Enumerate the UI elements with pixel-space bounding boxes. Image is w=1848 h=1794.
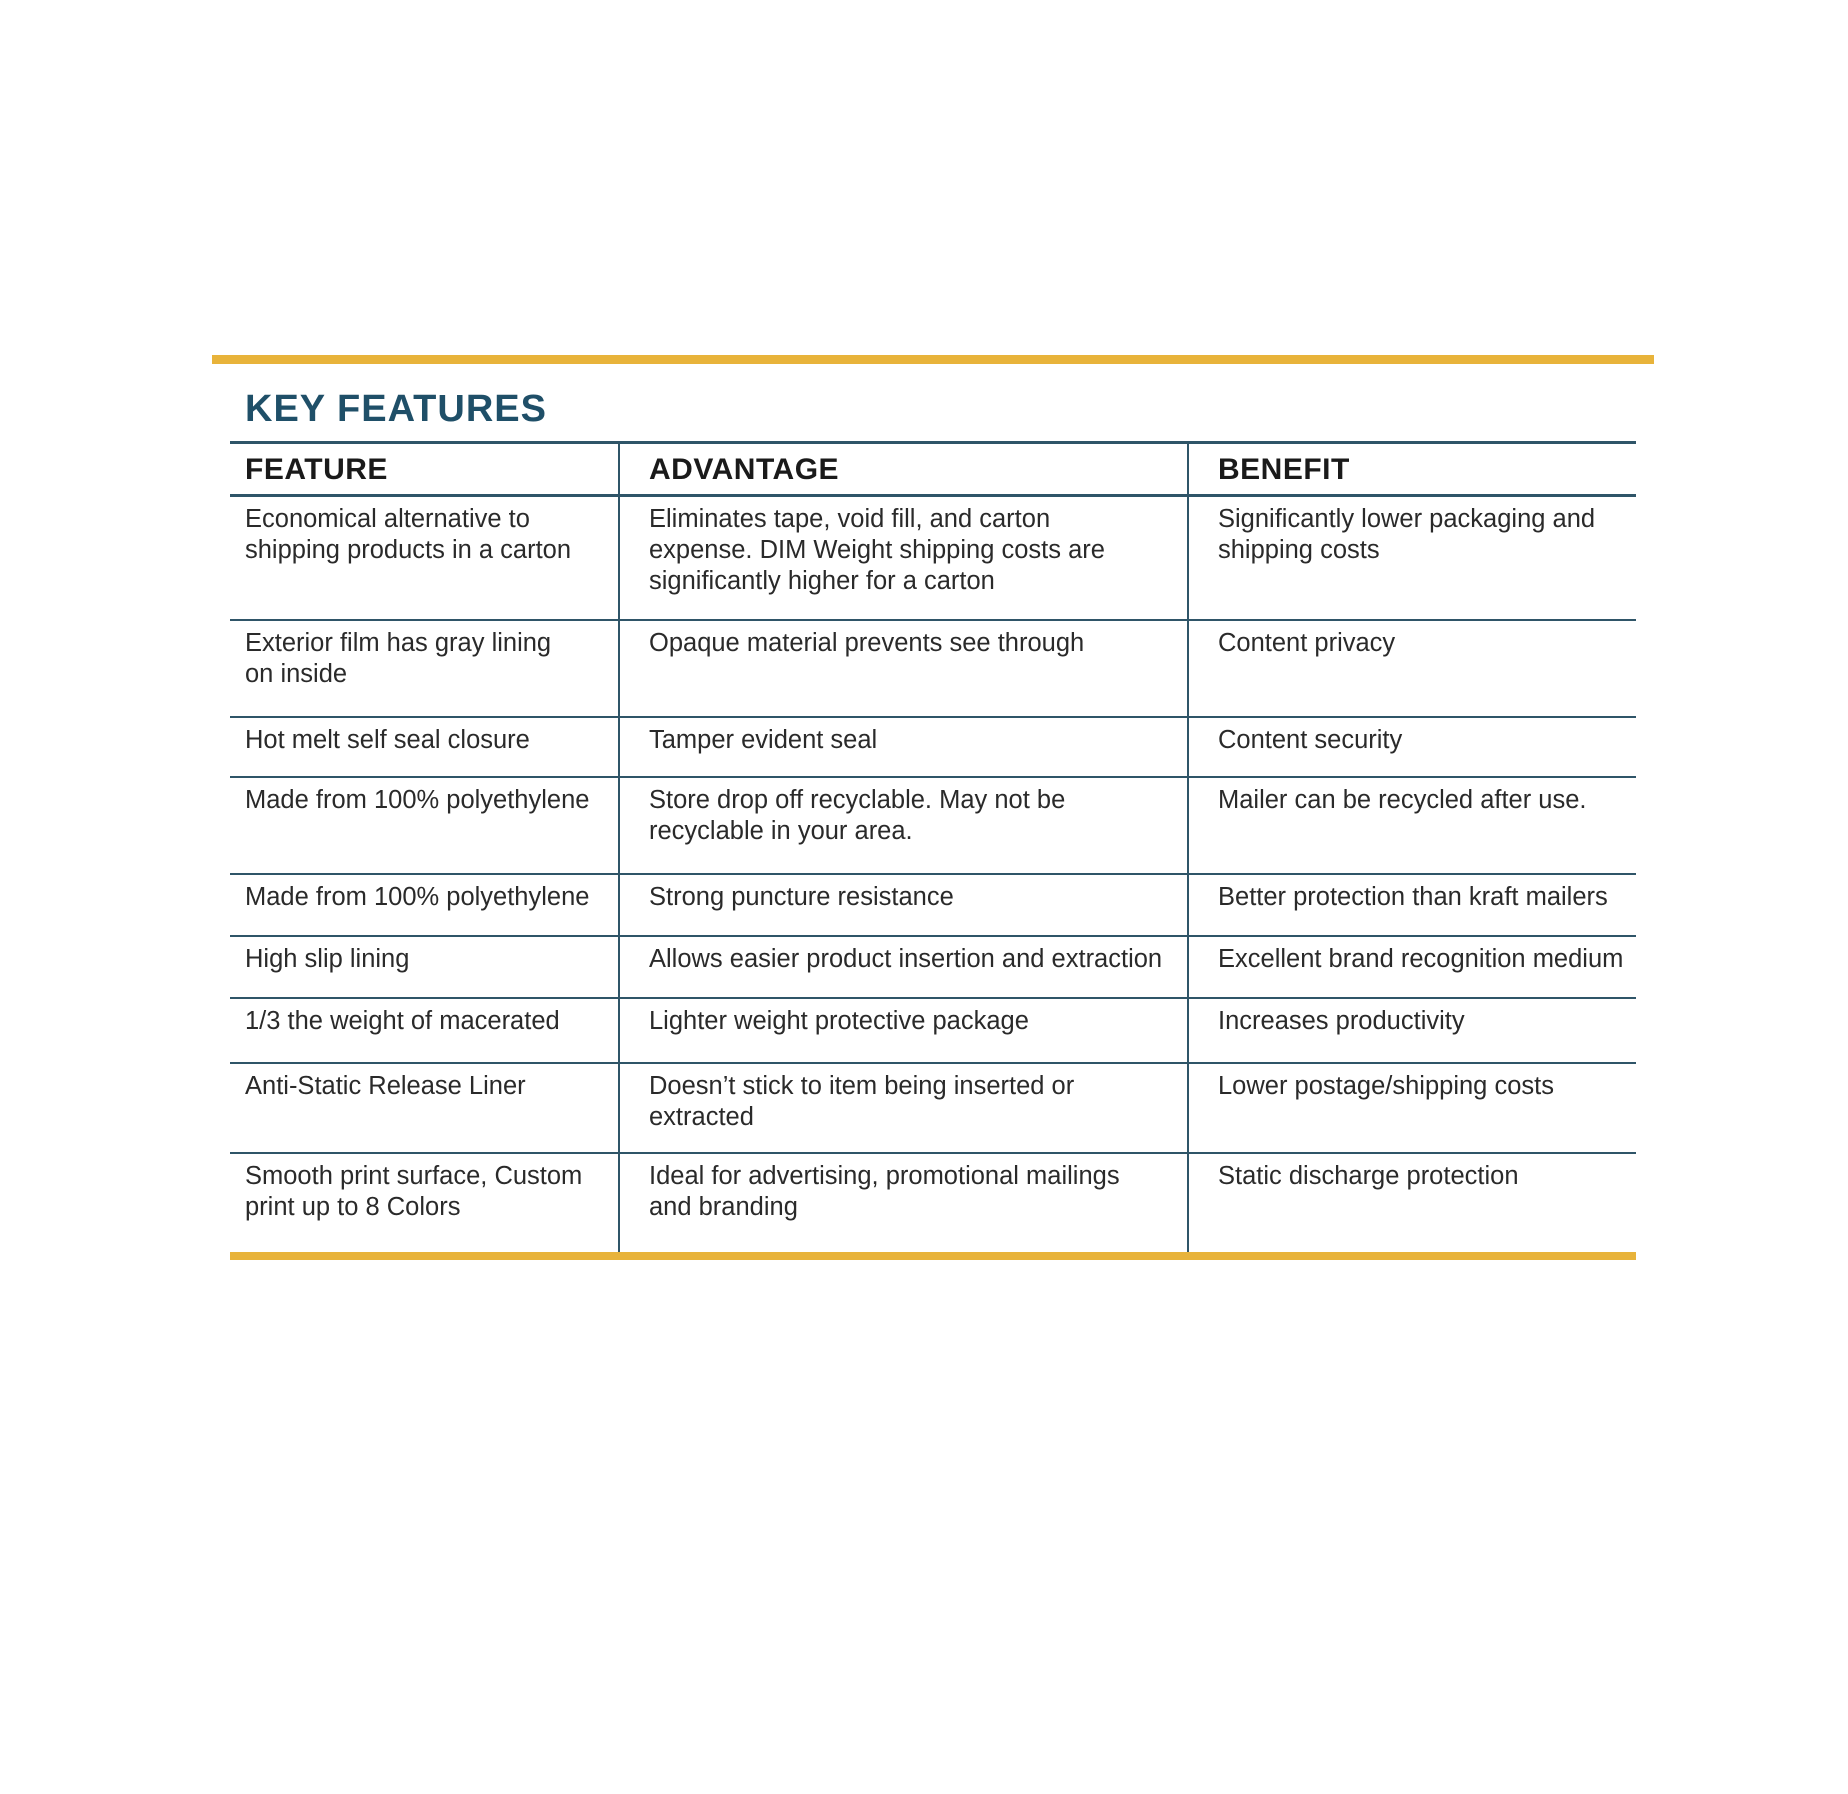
advantage-cell: Allows easier product insertion and extraction [619, 936, 1188, 998]
advantage-cell: Ideal for advertising, promotional mailings and branding [619, 1153, 1188, 1253]
advantage-cell: Lighter weight protective package [619, 998, 1188, 1063]
feature-cell: Hot melt self seal closure [245, 725, 530, 754]
feature-cell: Economical alternative to shipping products in a carton [245, 505, 572, 564]
feature-cell: Made from 100% polyethylene [245, 785, 590, 814]
advantage-cell: Tamper evident seal [619, 717, 1188, 777]
feature-cell: High slip lining [245, 944, 410, 973]
advantage-cell: Doesn’t stick to item being inserted or extracted [619, 1063, 1188, 1153]
advantage-cell: Opaque material prevents see through [619, 620, 1188, 717]
advantage-cell: Store drop off recyclable. May not be recyclable in your area. [619, 777, 1188, 874]
benefit-cell: Lower postage/shipping costs [1188, 1063, 1636, 1153]
table-row [230, 496, 1636, 620]
top-accent-rule [212, 355, 1654, 364]
feature-cell: Smooth print surface, Custom print up to 8 Colors [245, 1161, 583, 1221]
table-header-row [230, 443, 1636, 496]
header-benefit: BENEFIT [1188, 443, 1636, 496]
header-advantage: ADVANTAGE [619, 443, 1188, 496]
benefit-cell: Content privacy [1188, 620, 1636, 717]
feature-cell: Exterior film has gray lining on inside [245, 628, 552, 688]
table-row [230, 998, 1636, 1063]
benefit-cell: Significantly lower packaging and shipping costs [1188, 496, 1636, 620]
table-row [230, 717, 1636, 777]
benefit-cell: Increases productivity [1188, 998, 1636, 1063]
benefit-cell: Static discharge protection [1188, 1153, 1636, 1253]
table-row [230, 1063, 1636, 1153]
table-row [230, 620, 1636, 717]
advantage-cell: Strong puncture resistance [619, 874, 1188, 936]
table-row [230, 874, 1636, 936]
benefit-cell: Better protection than kraft mailers [1188, 874, 1636, 936]
feature-cell: Made from 100% polyethylene [245, 882, 590, 911]
advantage-cell: Eliminates tape, void fill, and carton expense. DIM Weight shipping costs are significantly higher for a carton [619, 496, 1188, 620]
benefit-cell: Excellent brand recognition medium [1188, 936, 1636, 998]
table-row [230, 1153, 1636, 1253]
benefit-cell: Mailer can be recycled after use. [1188, 777, 1636, 874]
key-features-table [230, 441, 1636, 1253]
bottom-accent-rule [230, 1252, 1636, 1260]
header-feature: FEATURE [245, 453, 388, 486]
feature-cell: Anti-Static Release Liner [245, 1071, 526, 1100]
table-row [230, 777, 1636, 874]
table-row [230, 936, 1636, 998]
benefit-cell: Content security [1188, 717, 1636, 777]
feature-cell: 1/3 the weight of macerated [245, 1006, 560, 1035]
section-title: KEY FEATURES [245, 388, 547, 430]
